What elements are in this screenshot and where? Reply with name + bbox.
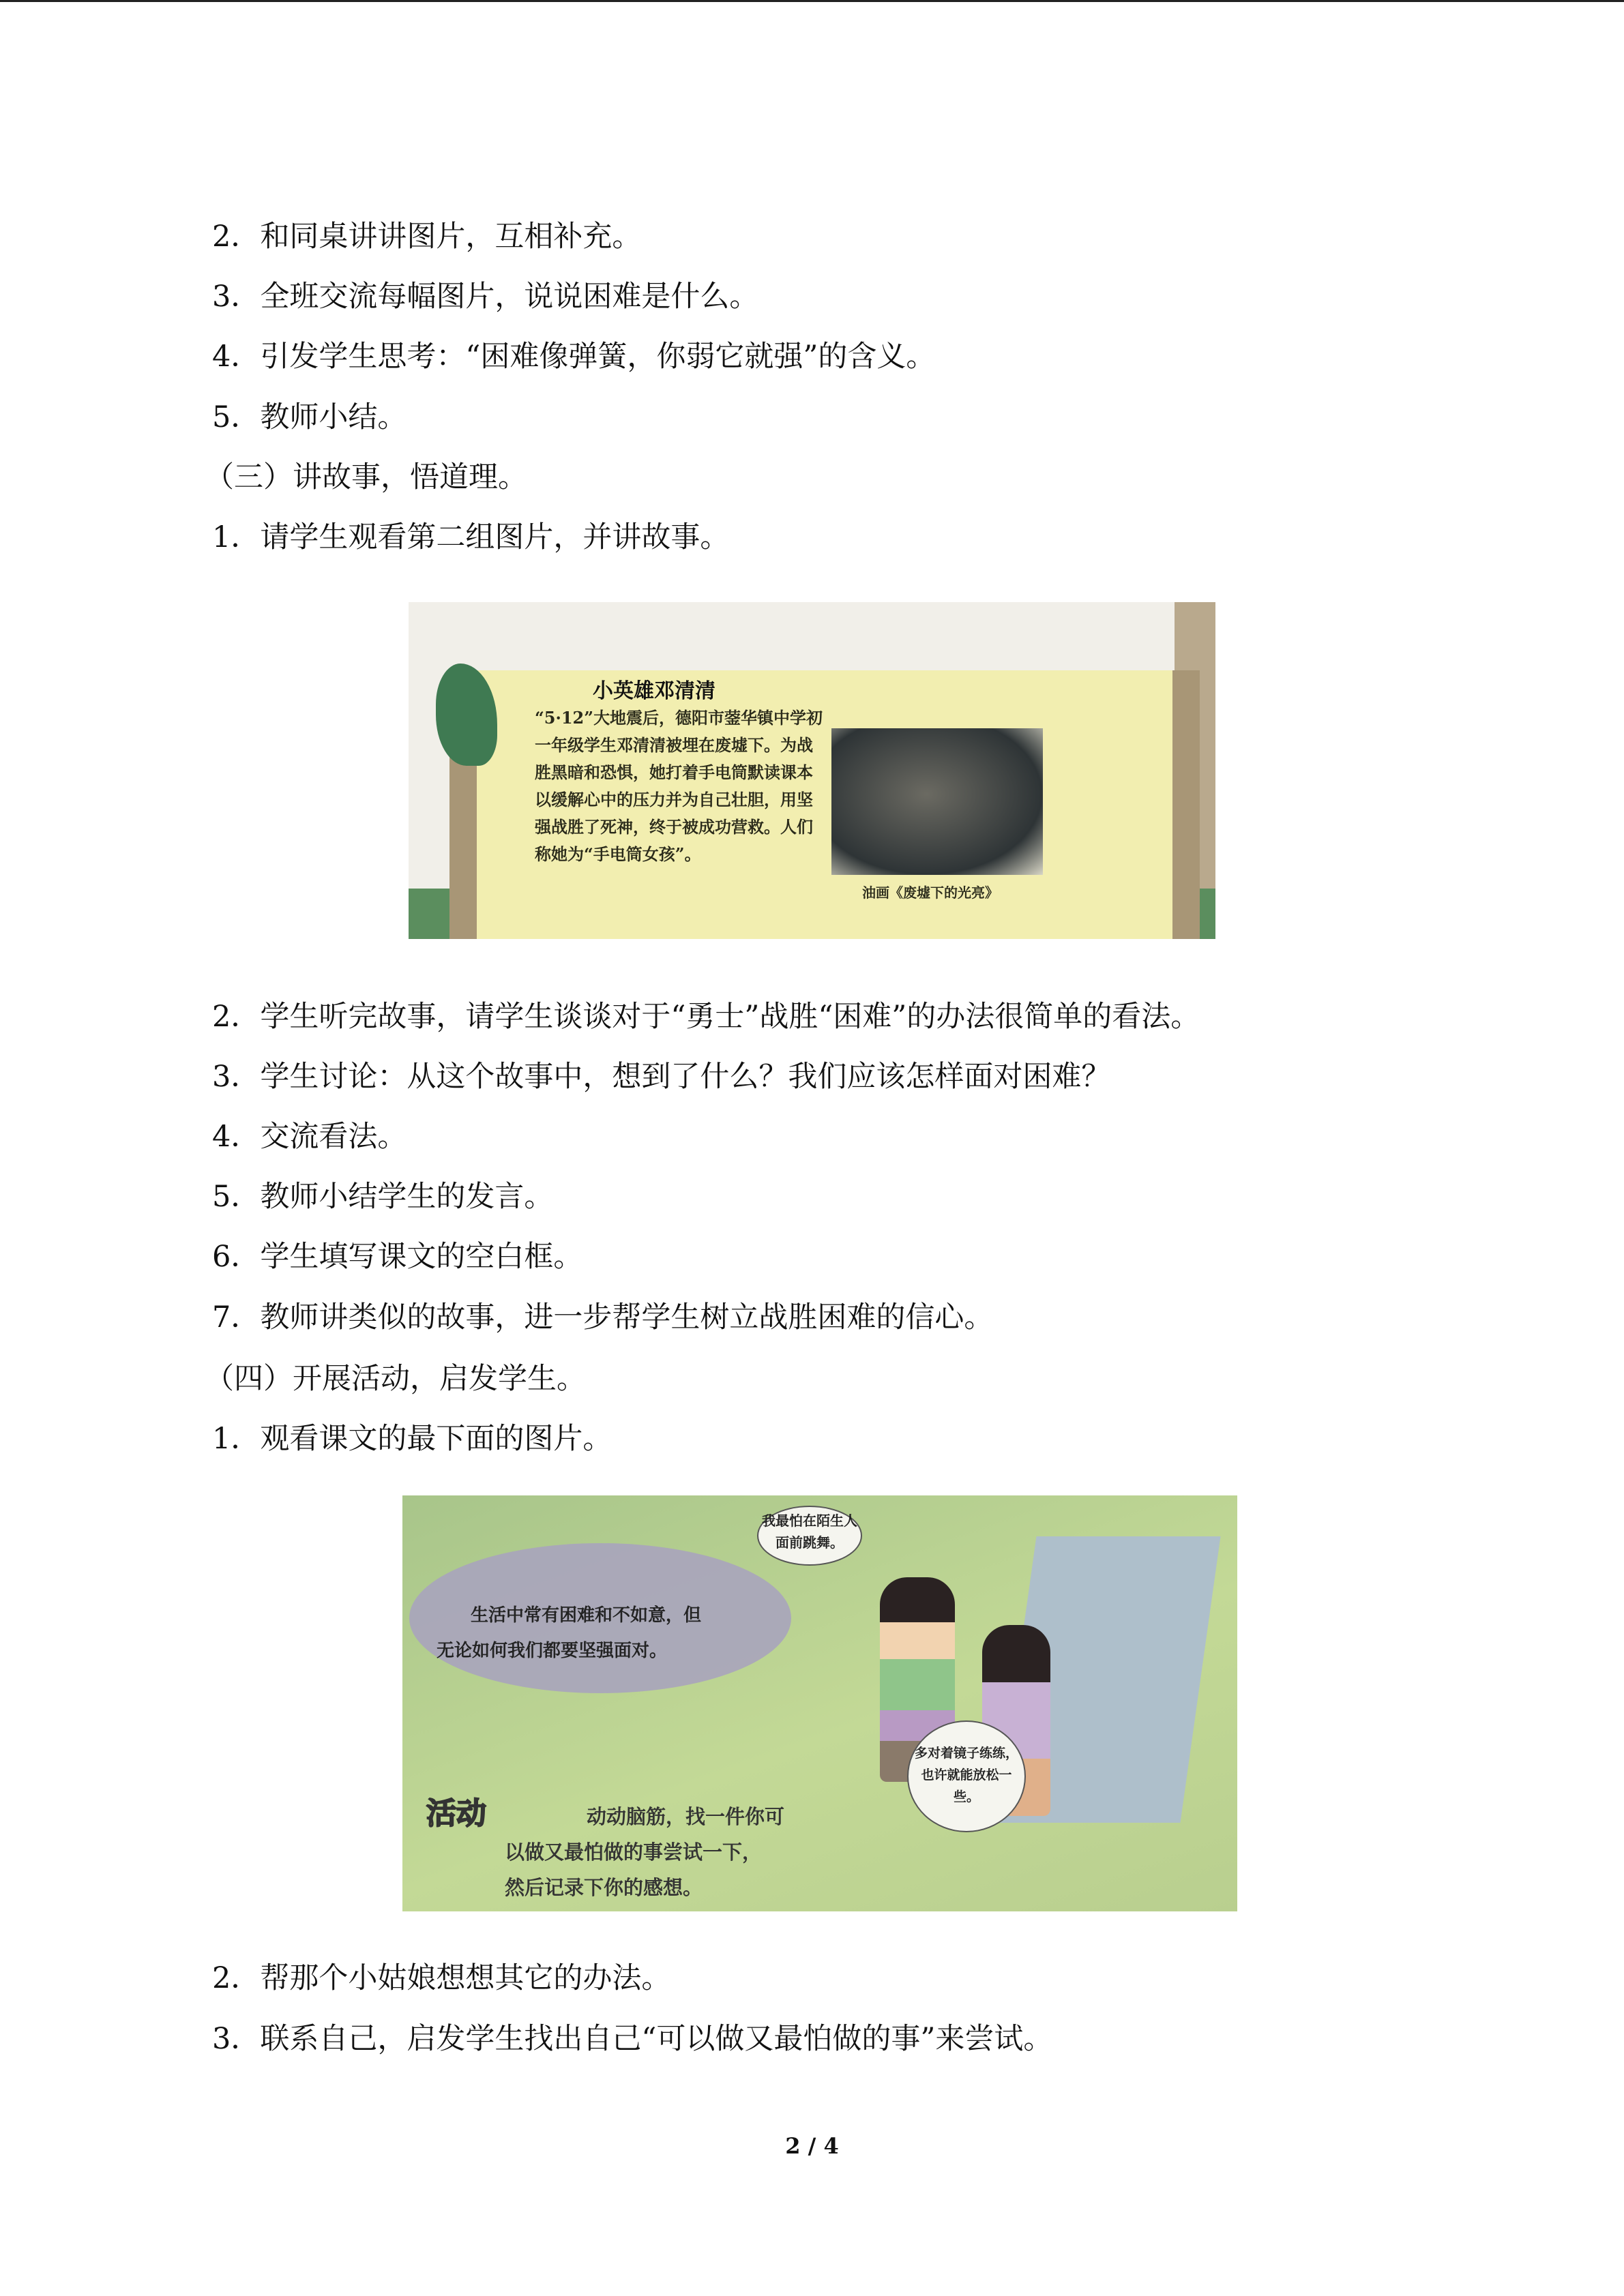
activity-line: 然后记录下你的感想。 xyxy=(505,1876,703,1899)
speech-bubble: 我最怕在陌生人面前跳舞。 xyxy=(757,1506,862,1566)
cloud-text xyxy=(437,1598,701,1669)
story-title: 小英雄邓清清 xyxy=(593,679,715,703)
step-line: 5．教师小结学生的发言。 xyxy=(212,1180,554,1214)
step-line: 7．教师讲类似的故事，进一步帮学生树立战胜困难的信心。 xyxy=(212,1300,994,1335)
step-line: 3．联系自己，启发学生找出自己“可以做又最怕做的事”来尝试。 xyxy=(212,2022,1053,2056)
step-line: 3．学生讨论：从这个故事中，想到了什么？我们应该怎样面对困难？ xyxy=(212,1060,1111,1094)
activity-line: 以做又最怕做的事尝试一下， xyxy=(505,1840,763,1864)
activity-badge: 活动 xyxy=(426,1796,486,1831)
activity-illustration xyxy=(402,1495,1237,1911)
step-line: 2．帮那个小姑娘想想其它的办法。 xyxy=(212,1961,671,1995)
painting-caption: 油画《废墟下的光亮》 xyxy=(862,884,999,901)
step-line: 1．请学生观看第二组图片，并讲故事。 xyxy=(212,520,730,554)
activity-text xyxy=(464,1799,784,1905)
speech-bubble: 多对着镜子练练，也许就能放松一些。 xyxy=(907,1720,1026,1832)
step-line: 1．观看课文的最下面的图片。 xyxy=(212,1422,612,1456)
cloud-line: 无论如何我们都要坚强面对。 xyxy=(437,1641,668,1661)
step-line: 6．学生填写课文的空白框。 xyxy=(212,1240,583,1274)
section-heading: （三）讲故事，悟道理。 xyxy=(205,460,527,494)
step-line: 3．全班交流每幅图片，说说困难是什么。 xyxy=(212,280,759,314)
step-line: 2．和同桌讲讲图片，互相补充。 xyxy=(212,220,642,254)
page-number: 2 / 4 xyxy=(785,2133,839,2159)
step-line: 4．交流看法。 xyxy=(212,1120,407,1154)
cloud-line: 生活中常有困难和不如意，但 xyxy=(471,1605,702,1626)
section-heading: （四）开展活动，启发学生。 xyxy=(205,1362,586,1396)
oil-painting-photo xyxy=(831,728,1043,875)
story-body: “5·12”大地震后，德阳市蓥华镇中学初一年级学生邓清清被埋在废墟下。为战胜黑暗和恐惧，她打着手电筒默读课本以缓解心中的压力并为自己壮胆，用坚强战胜了死神，终于被成功营救。人们称她为“手电筒女孩”。 xyxy=(535,708,823,864)
step-line: 5．教师小结。 xyxy=(212,400,407,434)
step-line: 4．引发学生思考：“困难像弹簧，你弱它就强”的含义。 xyxy=(212,340,936,374)
activity-line: 动动脑筋，找一件你可 xyxy=(587,1805,785,1828)
story-illustration xyxy=(409,602,1215,939)
step-line: 2．学生听完故事，请学生谈谈对于“勇士”战胜“困难”的办法很简单的看法。 xyxy=(212,1000,1200,1034)
